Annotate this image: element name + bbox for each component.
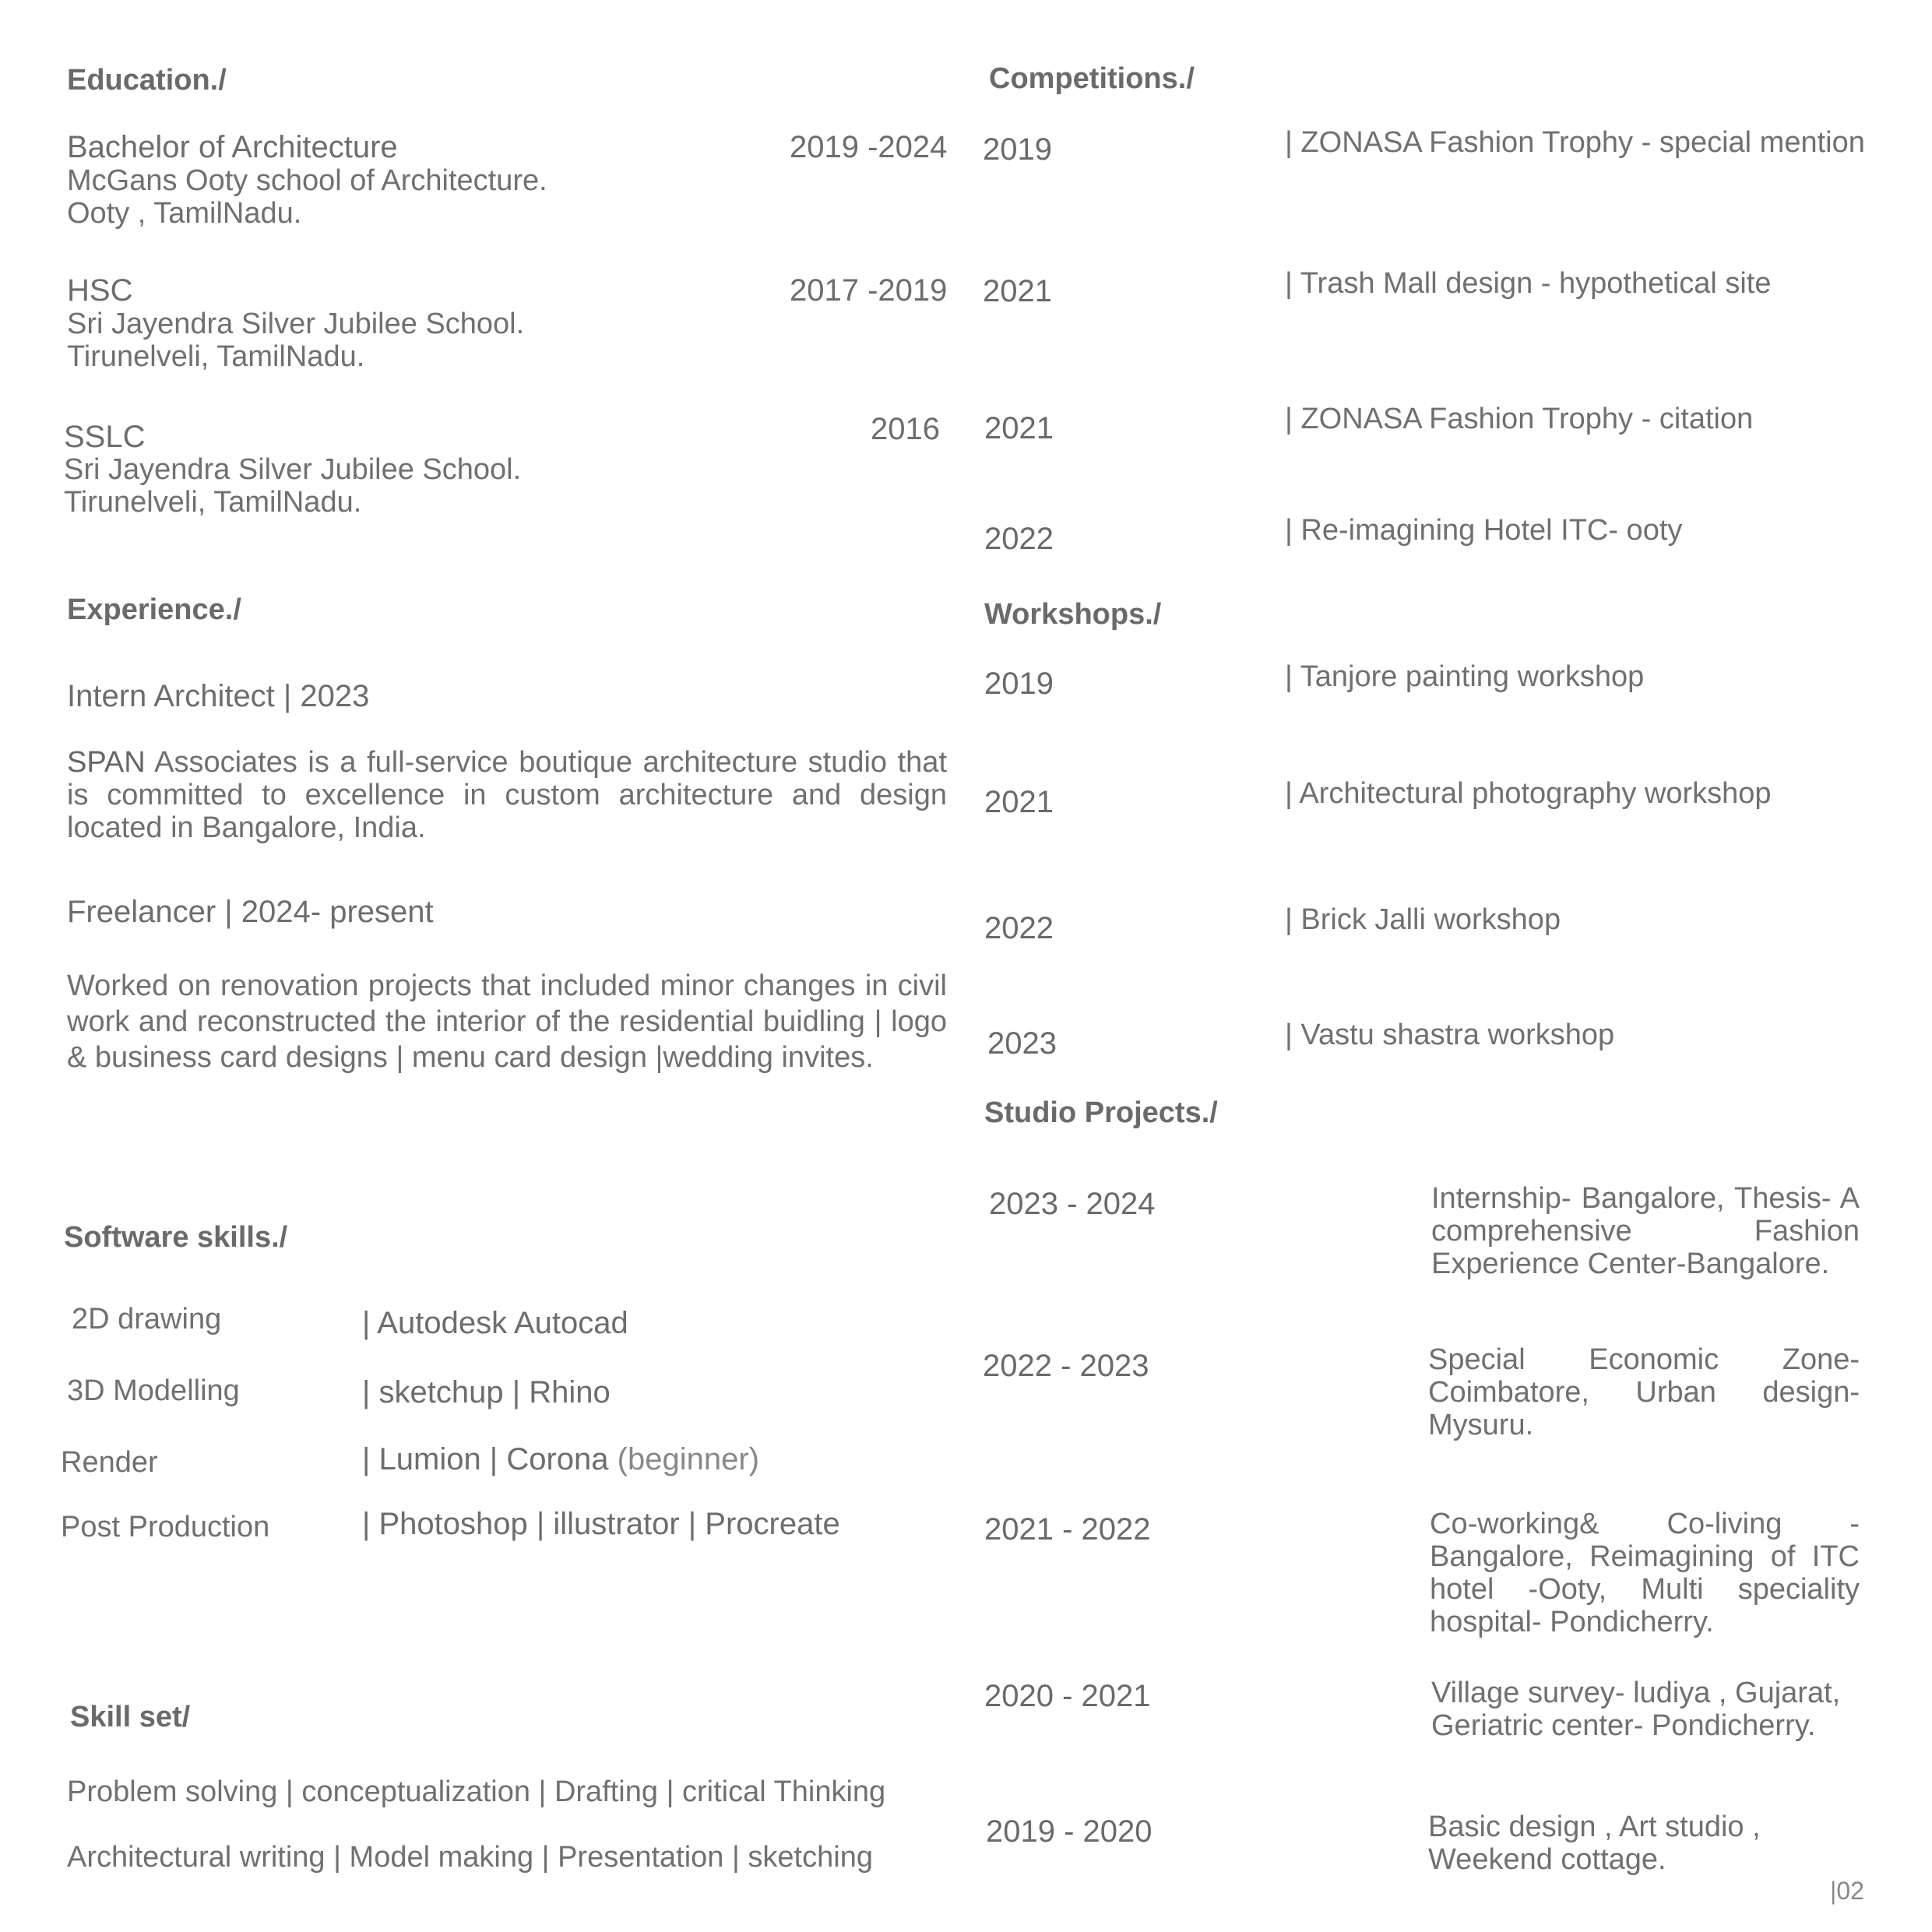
workshop-year: 2021 [984,785,1054,819]
software-render-label: Render [61,1446,158,1479]
education-sslc-location: Tirunelveli, TamilNadu. [64,486,362,519]
experience-freelancer-description: Worked on renovation projects that included minor changes in civil work and reconstructed the interior of the residential buidling | logo & business card designs | menu card design |wedding invites. [67,970,947,1074]
workshop-entry: | Architectural photography workshop [1285,777,1772,810]
competition-year: 2021 [984,411,1054,445]
skillset-line-1: Problem solving | conceptualization | Drafting | critical Thinking [67,1775,886,1808]
studio-years: 2020 - 2021 [984,1679,1151,1713]
education-sslc-title: SSLC [64,420,146,454]
studio-description: Co-working& Co-living -Bangalore, Reimagining of ITC hotel -Ooty, Multi speciality hospital- Pondicherry. [1430,1508,1860,1638]
experience-intern-role: Intern Architect | 2023 [67,679,370,713]
education-sslc-years: 2016 [871,412,940,446]
studio-years: 2022 - 2023 [983,1349,1149,1383]
experience-intern-company: SPAN [67,746,146,779]
skillset-heading: Skill set/ [70,1701,191,1733]
workshops-heading: Workshops./ [984,598,1162,631]
competition-entry: | ZONASA Fashion Trophy - special mention [1285,126,1865,159]
studio-years: 2021 - 2022 [984,1512,1151,1547]
studio-years: 2019 - 2020 [986,1814,1153,1849]
studio-description: Village survey- ludiya , Gujarat, Geriatric center- Pondicherry. [1431,1677,1841,1742]
studio-heading: Studio Projects./ [984,1096,1218,1129]
software-render-tools: | Lumion | Corona [362,1442,609,1476]
experience-freelancer-role: Freelancer | 2024- present [67,895,434,929]
competition-year: 2019 [983,132,1052,167]
education-degree-location: Ooty , TamilNadu. [67,197,302,230]
education-heading: Education./ [67,64,227,97]
workshop-year: 2023 [987,1026,1057,1061]
competition-year: 2021 [983,274,1052,308]
experience-heading: Experience./ [67,593,241,626]
workshop-entry: | Tanjore painting workshop [1285,660,1645,693]
studio-description: Basic design , Art studio , Weekend cottage. [1428,1811,1761,1876]
software-3d-label: 3D Modelling [67,1374,240,1407]
education-hsc-years: 2017 -2019 [790,273,948,308]
education-hsc-title: HSC [67,273,133,308]
workshop-entry: | Brick Jalli workshop [1285,903,1561,936]
studio-years: 2023 - 2024 [989,1187,1156,1221]
workshop-year: 2022 [984,911,1054,945]
education-hsc-location: Tirunelveli, TamilNadu. [67,340,365,373]
software-2d-value: | Autodesk Autocad [362,1306,628,1340]
competitions-heading: Competitions./ [989,62,1195,95]
software-post-label: Post Production [61,1511,270,1543]
competition-entry: | Re-imagining Hotel ITC- ooty [1285,514,1683,547]
software-post-value: | Photoshop | illustrator | Procreate [362,1507,840,1541]
software-render-note: (beginner) [608,1442,759,1476]
software-render-value [362,1443,759,1476]
software-2d-label: 2D drawing [72,1303,222,1336]
experience-intern-description-text: Associates is a full-service boutique architecture studio that is committed to excellence in custom architecture and design located in Bangalore, India. [67,746,947,844]
page-number: |02 [1830,1877,1864,1905]
education-hsc-school: Sri Jayendra Silver Jubilee School. [67,308,525,340]
education-degree-title: Bachelor of Architecture [67,130,398,164]
studio-description: Special Economic Zone- Coimbatore, Urban design- Mysuru. [1428,1343,1860,1441]
studio-description: Internship- Bangalore, Thesis- A comprehensive Fashion Experience Center-Bangalore. [1431,1182,1860,1280]
competition-entry: | ZONASA Fashion Trophy - citation [1285,403,1754,435]
software-3d-value: | sketchup | Rhino [362,1375,611,1409]
education-degree-school: McGans Ooty school of Architecture. [67,164,547,197]
education-degree-years: 2019 -2024 [790,130,948,164]
education-sslc-school: Sri Jayendra Silver Jubilee School. [64,453,522,486]
competition-year: 2022 [984,522,1054,556]
competition-entry: | Trash Mall design - hypothetical site [1285,267,1772,300]
workshop-entry: | Vastu shastra workshop [1285,1019,1615,1051]
experience-intern-description [67,746,947,844]
skillset-line-2: Architectural writing | Model making | Presentation | sketching [67,1841,873,1874]
software-heading: Software skills./ [64,1221,288,1254]
workshop-year: 2019 [984,667,1054,701]
